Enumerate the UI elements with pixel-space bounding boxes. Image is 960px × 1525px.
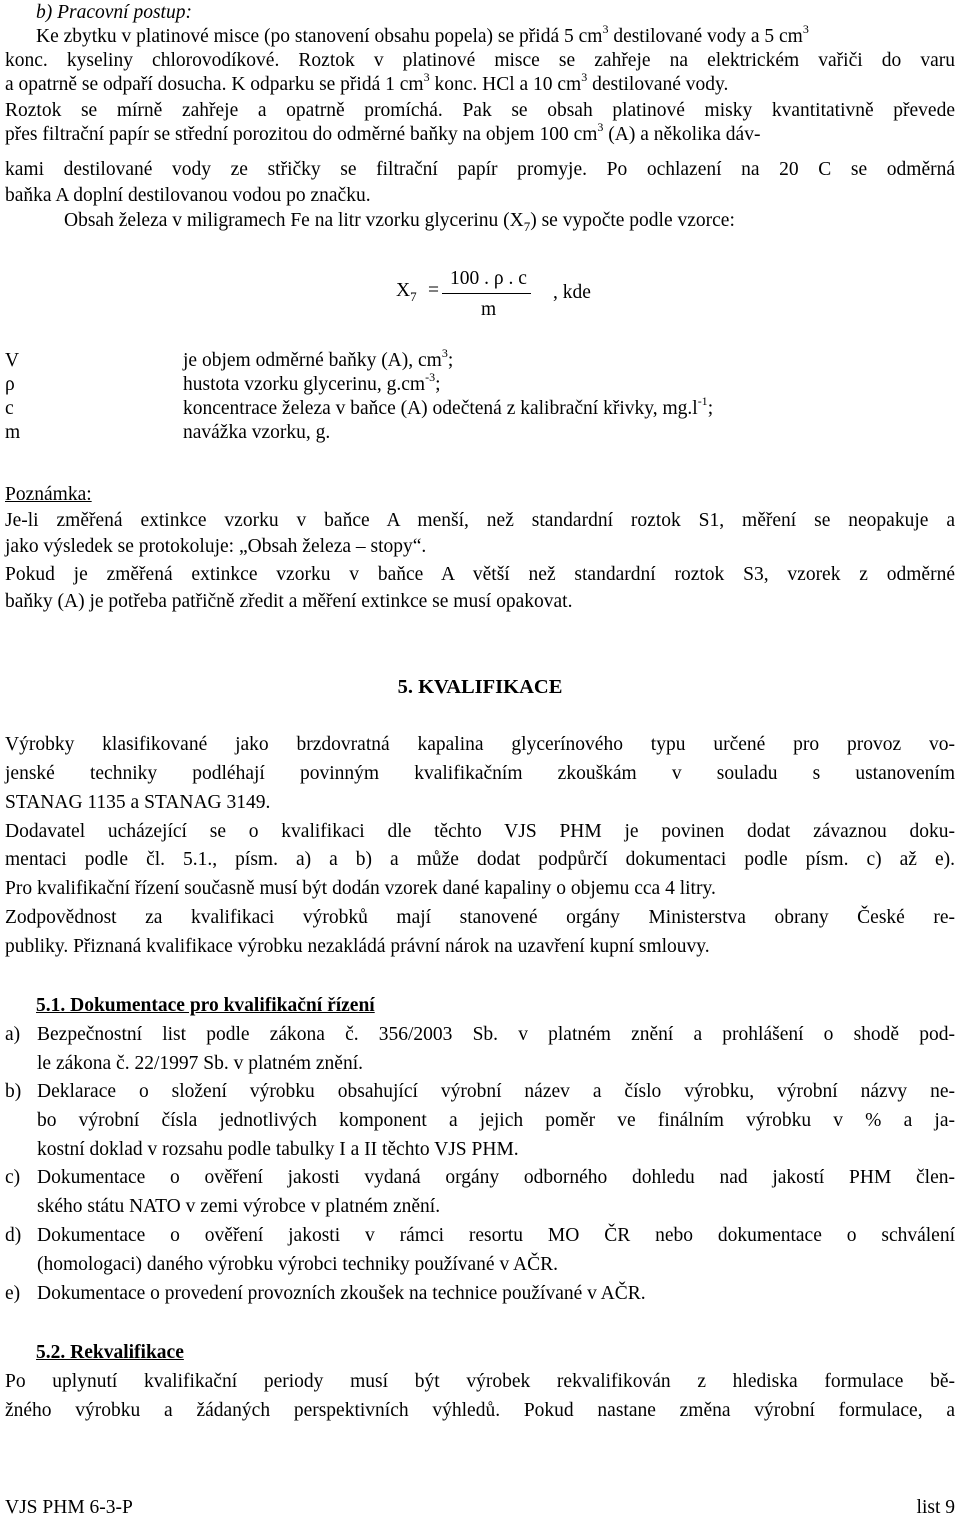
definition-text: koncentrace železa v baňce (A) odečtená z kalibrační křivky, $mg.l^{-1}$; bbox=[183, 393, 714, 419]
section-5-line: Pro kvalifikační řízení současně musí být dodán vzorek dané kapaliny o objemu cca 4 litry. bbox=[5, 878, 716, 899]
list-item-line: (homologaci) daného výrobku výrobci techniky používané v AČR. bbox=[37, 1254, 558, 1275]
section-5-line: mentaci podle čl. 5.1., písm. a) a b) a může dodat podpůrčí dokumentaci podle písm. c) až e). bbox=[5, 849, 955, 870]
section-5-line: Výrobky klasifikované jako brzdovratná kapalina glycerínového typu určené pro provoz vo- bbox=[5, 734, 955, 755]
list-item-line: Dokumentace o ověření jakosti vydaná orgány odborného dohledu nad jakostí PHM člen- bbox=[37, 1167, 955, 1188]
formula-lhs: $X_7$ bbox=[396, 280, 417, 304]
definition-text: hustota vzorku glycerinu, $g.cm^{-3}$; bbox=[183, 369, 441, 395]
list-item-label: b) bbox=[5, 1081, 22, 1102]
note-line-4: baňky (A) je potřeba patřičně zředit a měření extinkce se musí opakovat. bbox=[5, 591, 573, 612]
fraction-bar bbox=[442, 293, 531, 294]
section-5-2-line: Po uplynutí kvalifikační periody musí být výrobek rekvalifikován z hlediska formulace bě- bbox=[5, 1371, 955, 1392]
note-line-1: Je-li změřená extinkce vzorku v baňce A menší, než standardní roztok S1, měření se neopakuje a bbox=[5, 510, 955, 531]
formula-intro: Obsah železa v miligramech Fe na litr vzorku glycerinu $(X_7)$ se vypočte podle vzorce: bbox=[64, 210, 735, 234]
section-5-line: publiky. Přiznaná kvalifikace výrobku nezakládá právní nárok na uzavření kupní smlouvy. bbox=[5, 936, 710, 957]
formula-equals: = bbox=[428, 280, 439, 301]
list-item-line: ského státu NATO v zemi výrobce v platném znění. bbox=[37, 1196, 441, 1217]
list-item-label: a) bbox=[5, 1024, 21, 1045]
list-item-line: bo výrobní čísla jednotlivých komponent a jejich poměr ve finálním výrobku v % a ja- bbox=[37, 1110, 955, 1131]
procedure-line-2: konc. kyseliny chlorovodíkové. Roztok v platinové misce se zahřeje na elektrickém vařiči do varu bbox=[5, 50, 955, 71]
list-item-line: Deklarace o složení výrobku obsahující výrobní název a číslo výrobku, výrobní názvy ne- bbox=[37, 1081, 955, 1102]
section-5-line: Zodpovědnost za kvalifikaci výrobků mají stanovené orgány Ministerstva obrany České re- bbox=[5, 907, 955, 928]
list-item-line: Dokumentace o ověření jakosti v rámci resortu MO ČR nebo dokumentace o schválení bbox=[37, 1225, 955, 1246]
section-5-2-title: 5.2. Rekvalifikace bbox=[36, 1342, 184, 1363]
list-item-line: le zákona č. 22/1997 Sb. v platném znění. bbox=[37, 1053, 363, 1074]
procedure-line-7: baňka A doplní destilovanou vodou po značku. bbox=[5, 185, 371, 206]
definition-text: je objem odměrné baňky (A), $cm^3$; bbox=[183, 345, 454, 371]
note-line-2: jako výsledek se protokoluje: „Obsah železa – stopy“. bbox=[5, 536, 427, 557]
definition-text: navážka vzorku, g. bbox=[183, 422, 331, 443]
procedure-line-4: Roztok se mírně zahřeje a opatrně promíchá. Pak se obsah platinové misky kvantitativně převede bbox=[5, 100, 955, 121]
formula-denominator: m bbox=[481, 299, 497, 320]
definition-symbol: m bbox=[5, 422, 21, 443]
note-label: Poznámka: bbox=[5, 484, 92, 505]
list-item-line: kostní doklad v rozsahu podle tabulky I a II těchto VJS PHM. bbox=[37, 1139, 519, 1160]
list-item-line: Bezpečnostní list podle zákona č. 356/2003 Sb. v platném znění a prohlášení o shodě pod- bbox=[37, 1024, 955, 1045]
procedure-line-1: Ke zbytku v platinové misce (po stanovení obsahu popela) se přidá 5 $cm^3$ destilované vody a 5 $cm^3$ bbox=[36, 21, 809, 47]
definition-symbol: c bbox=[5, 398, 14, 419]
formula-numerator: 100 . ρ . c bbox=[450, 268, 527, 289]
procedure-line-6: kami destilované vody ze střičky se filtrační papír promyje. Po ochlazení na 20 C se odměrná bbox=[5, 159, 955, 180]
formula-suffix: , kde bbox=[553, 282, 591, 303]
procedure-line-3: a opatrně se odpaří dosucha. K odparku se přidá 1 $cm^3$ konc. HCl a 10 $cm^3$ destilované vody. bbox=[5, 69, 729, 95]
section-5-line: Dodavatel ucházející se o kvalifikaci dle těchto VJS PHM je povinen dodat závaznou doku- bbox=[5, 821, 955, 842]
definition-symbol: ρ bbox=[5, 374, 15, 395]
footer-document-code: VJS PHM 6-3-P bbox=[5, 1497, 133, 1518]
section-b-heading: b) Pracovní postup: bbox=[36, 2, 192, 23]
section-5-line: STANAG 1135 a STANAG 3149. bbox=[5, 792, 271, 813]
section-5-title: 5. KVALIFIKACE bbox=[397, 676, 563, 698]
footer-page-number: list 9 bbox=[916, 1497, 955, 1518]
section-5-line: jenské techniky podléhají povinným kvalifikačním zkouškám v souladu s ustanovením bbox=[5, 763, 955, 784]
list-item-label: e) bbox=[5, 1283, 21, 1304]
procedure-line-5: přes filtrační papír se střední porozitou do odměrné baňky na objem 100 $cm^3$ (A) a několika dáv- bbox=[5, 119, 761, 145]
list-item-label: c) bbox=[5, 1167, 21, 1188]
section-5-1-title: 5.1. Dokumentace pro kvalifikační řízení bbox=[36, 995, 375, 1016]
list-item-line: Dokumentace o provedení provozních zkoušek na technice používané v AČR. bbox=[37, 1283, 646, 1304]
definition-symbol: V bbox=[5, 350, 20, 371]
section-5-2-line: žného výrobku a žádaných perspektivních výhledů. Pokud nastane změna výrobní formulace, a bbox=[5, 1400, 955, 1421]
note-line-3: Pokud je změřená extinkce vzorku v baňce A větší než standardní roztok S3, vzorek z odměrné bbox=[5, 564, 955, 585]
list-item-label: d) bbox=[5, 1225, 22, 1246]
